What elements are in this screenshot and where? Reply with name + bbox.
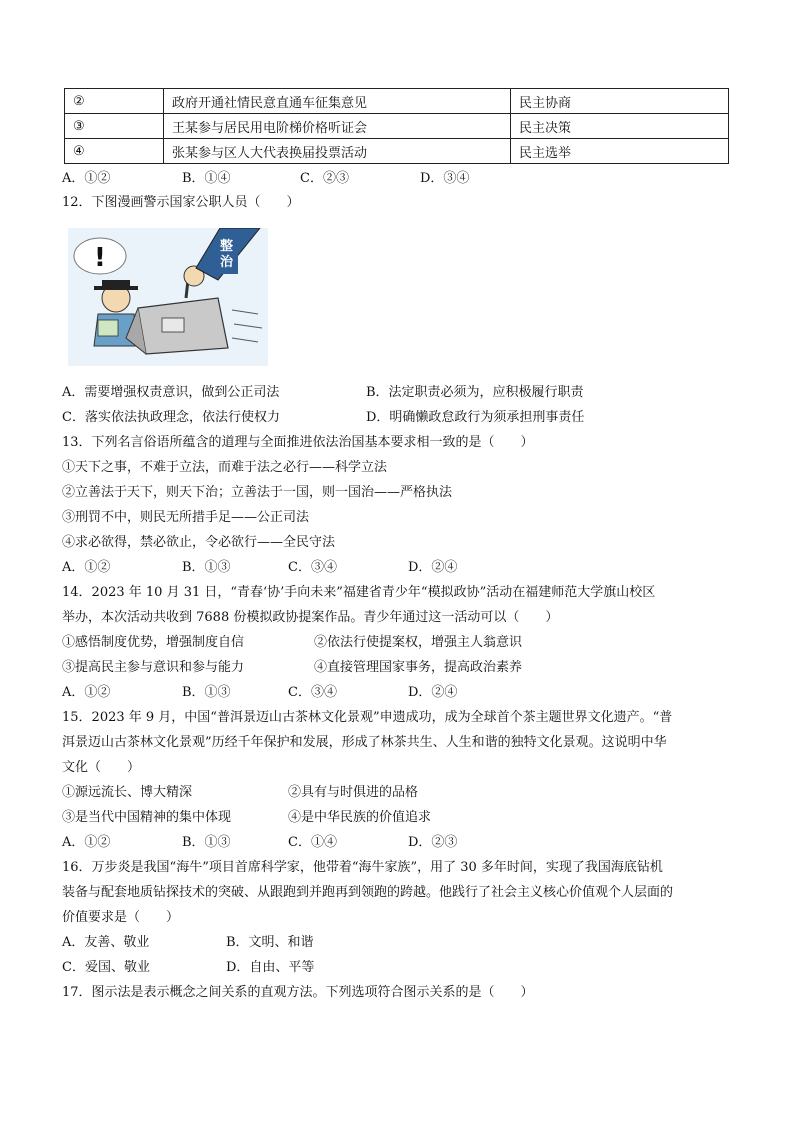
q16-stem-line1: 16．万步炎是我国“海牛”项目首席科学家，他带着“海牛家族”，用了 30 多年时间，实现了我国海底钻机: [62, 860, 663, 875]
q15-item-3: ③是当代中国精神的集中体现: [62, 810, 232, 825]
q14-item-3: ③提高民主参与意识和参与能力: [62, 660, 245, 675]
option-b: B．①③: [182, 835, 231, 850]
option-a: A．①②: [62, 685, 111, 700]
table-row: [65, 89, 729, 114]
table-cell: 王某参与居民用电阶梯价格听证会: [164, 114, 511, 139]
q15-stem-line2: 洱景迈山古茶林文化景观”历经千年保护和发展，形成了林茶共生、人生和谐的独特文化景观。这说明中华: [62, 735, 667, 750]
option-d: D．自由、平等: [226, 960, 315, 975]
q15-stem-line3: 文化（ ）: [62, 760, 141, 775]
option-d: D．明确懒政怠政行为须承担刑事责任: [366, 410, 585, 425]
option-a: A．①②: [62, 171, 111, 186]
q14-stem-line2: 举办，本次活动共收到 7688 份模拟政协提案作品。青少年通过这一活动可以（ ）: [62, 610, 559, 625]
q14-item-4: ④直接管理国家事务，提高政治素养: [314, 660, 523, 675]
option-c: C．③④: [288, 685, 337, 700]
option-b: B．①④: [182, 171, 231, 186]
q16-stem-line2: 装备与配套地质钻探技术的突破、从跟跑到并跑再到领跑的跨越。他践行了社会主义核心价值观个人层面的: [62, 885, 674, 900]
cartoon-exclaim: !: [94, 243, 106, 273]
q15-item-1: ①源远流长、博大精深: [62, 785, 193, 800]
q12-stem: 12．下图漫画警示国家公职人员（ ）: [62, 195, 300, 210]
option-a: A．需要增强权责意识，做到公正司法: [62, 385, 280, 400]
option-c: C．③④: [288, 560, 337, 575]
cartoon-illustration: [68, 228, 268, 366]
option-d: D．②③: [408, 835, 458, 850]
table-cell: 民主协商: [511, 89, 729, 114]
table-cell: 张某参与区人大代表换届投票活动: [164, 139, 511, 164]
table-cell: 民主选举: [511, 139, 729, 164]
q13-item-1: ①天下之事，不难于立法，而难于法之必行——科学立法: [62, 460, 388, 475]
q13-item-4: ④求必欲得，禁必欲止，令必欲行——全民守法: [62, 535, 336, 550]
option-d: D．②④: [408, 560, 458, 575]
q14-stem-line1: 14．2023 年 10 月 31 日，“青春‘协’手向未来”福建省青少年“模拟政协”活动在福建师范大学旗山校区: [62, 585, 656, 600]
q14-item-2: ②依法行使提案权，增强主人翁意识: [314, 635, 523, 650]
table-cell: 民主决策: [511, 114, 729, 139]
option-a: A．①②: [62, 835, 111, 850]
q13-item-2: ②立善法于天下，则天下治；立善法于一国，则一国治——严格执法: [62, 485, 453, 500]
q15-item-4: ④是中华民族的价值追求: [288, 810, 432, 825]
option-c: C．②③: [300, 171, 349, 186]
table-row: [65, 139, 729, 164]
option-b: B．法定职责必须为，应积极履行职责: [366, 385, 584, 400]
option-b: B．文明、和谐: [226, 935, 314, 950]
q12-cartoon: [68, 228, 268, 366]
option-b: B．①③: [182, 685, 231, 700]
table-cell: ④: [65, 139, 164, 164]
q14-item-1: ①感悟制度优势，增强制度自信: [62, 635, 245, 650]
cartoon-label-1: 整: [220, 239, 234, 254]
option-c: C．爱国、敬业: [62, 960, 150, 975]
table-cell: 政府开通社情民意直通车征集意见: [164, 89, 511, 114]
q15-stem-line1: 15．2023 年 9 月，中国“普洱景迈山古茶林文化景观”申遗成功，成为全球首个茶主题世界文化遗产。“普: [62, 710, 673, 725]
table-cell: ②: [65, 89, 164, 114]
q13-item-3: ③刑罚不中，则民无所措手足——公正司法: [62, 510, 310, 525]
table-cell: ③: [65, 114, 164, 139]
q11-table: [64, 88, 729, 164]
option-d: D．③④: [420, 171, 470, 186]
option-a: A．友善、敬业: [62, 935, 150, 950]
option-a: A．①②: [62, 560, 111, 575]
option-c: C．落实依法执政理念，依法行使权力: [62, 410, 280, 425]
cartoon-label-2: 治: [220, 255, 234, 270]
option-b: B．①③: [182, 560, 231, 575]
table-row: [65, 114, 729, 139]
q13-stem: 13．下列名言俗语所蕴含的道理与全面推进依法治国基本要求相一致的是（ ）: [62, 435, 534, 450]
q16-stem-line3: 价值要求是（ ）: [62, 910, 180, 925]
q15-item-2: ②具有与时俱进的品格: [288, 785, 419, 800]
option-c: C．①④: [288, 835, 337, 850]
q17-stem: 17．图示法是表示概念之间关系的直观方法。下列选项符合图示关系的是（ ）: [62, 985, 534, 1000]
option-d: D．②④: [408, 685, 458, 700]
